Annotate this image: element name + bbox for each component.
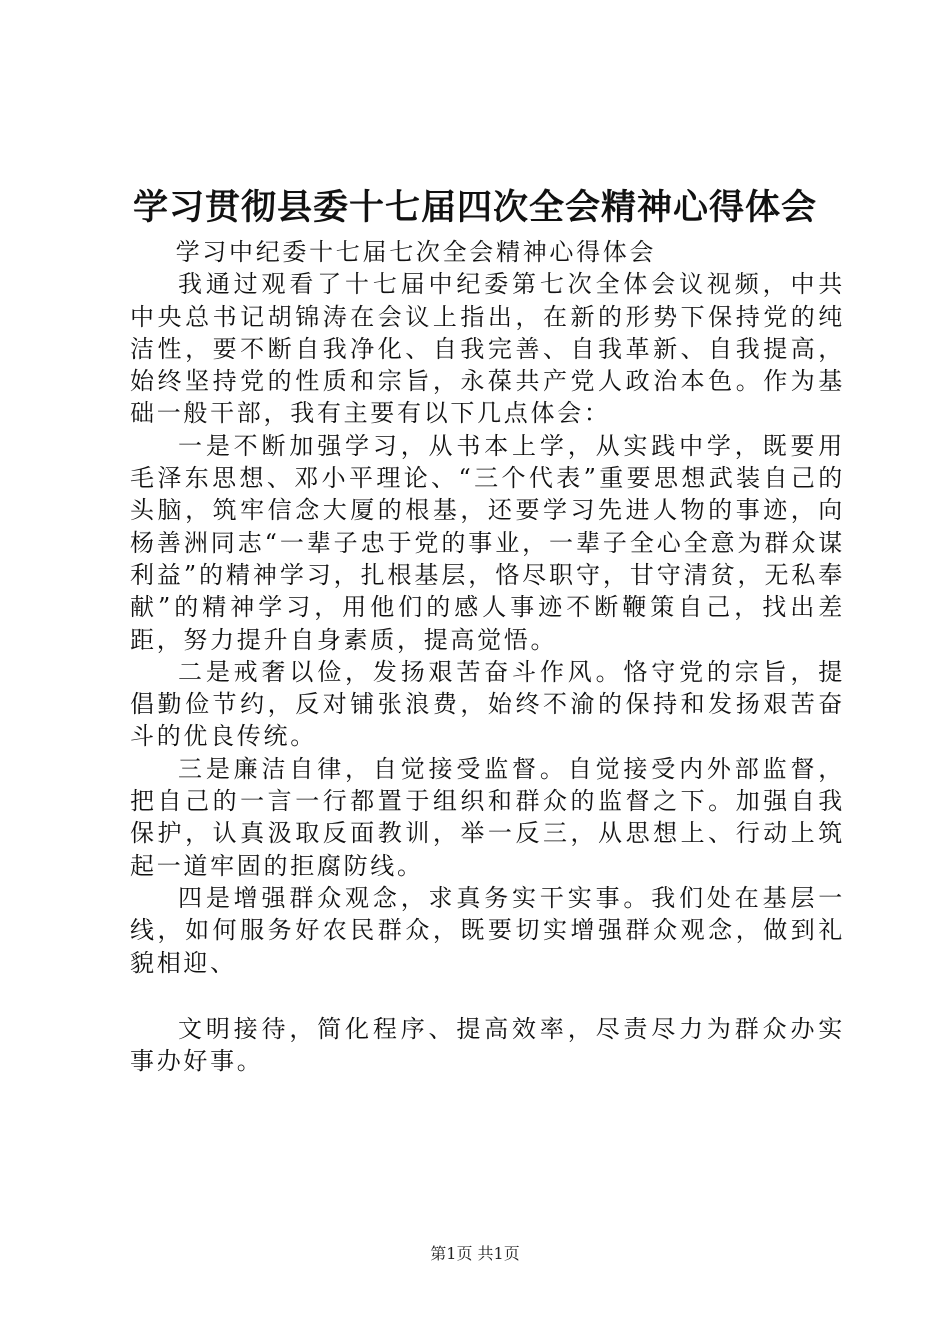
paragraph-gap: [130, 979, 845, 1013]
paragraph-point-four: 四是增强群众观念，求真务实干实事。我们处在基层一线，如何服务好农民群众，既要切实增强群众观念，做到礼貌相迎、: [130, 883, 845, 977]
paragraph-closing: 文明接待，简化程序、提高效率，尽责尽力为群众办实事办好事。: [130, 1014, 845, 1076]
paragraph-point-two: 二是戒奢以俭，发扬艰苦奋斗作风。恪守党的宗旨，提倡勤俭节约，反对铺张浪费，始终不渝的保持和发扬艰苦奋斗的优良传统。: [130, 657, 845, 751]
paragraph-point-one: 一是不断加强学习，从书本上学，从实践中学，既要用毛泽东思想、邓小平理论、“三个代表”重要思想武装自己的头脑，筑牢信念大厦的根基，还要学习先进人物的事迹，向杨善洲同志“一辈子忠于党的事业，一辈子全心全意为群众谋利益”的精神学习，扎根基层，恪尽职守，甘守清贫，无私奉献”的精神学习，用他们的感人事迹不断鞭策自己，找出差距，努力提升自身素质，提高觉悟。: [130, 431, 845, 654]
document-subtitle: 学习中纪委十七届七次全会精神心得体会: [175, 238, 657, 266]
document-body: [130, 236, 845, 1077]
paragraph-intro: 我通过观看了十七届中纪委第七次全体会议视频，中共中央总书记胡锦涛在会议上指出，在新的形势下保持党的纯洁性，要不断自我净化、自我完善、自我革新、自我提高，始终坚持党的性质和宗旨，永葆共产党人政治本色。作为基础一般干部，我有主要有以下几点体会：: [130, 270, 845, 428]
page-footer: 第1页 共1页: [430, 1244, 520, 1263]
document-title: 学习贯彻县委十七届四次全会精神心得体会: [132, 187, 817, 228]
paragraph-point-three: 三是廉洁自律，自觉接受监督。自觉接受内外部监督，把自己的一言一行都置于组织和群众的监督之下。加强自我保护，认真汲取反面教训，举一反三，从思想上、行动上筑起一道牢固的拒腐防线。: [130, 754, 845, 880]
